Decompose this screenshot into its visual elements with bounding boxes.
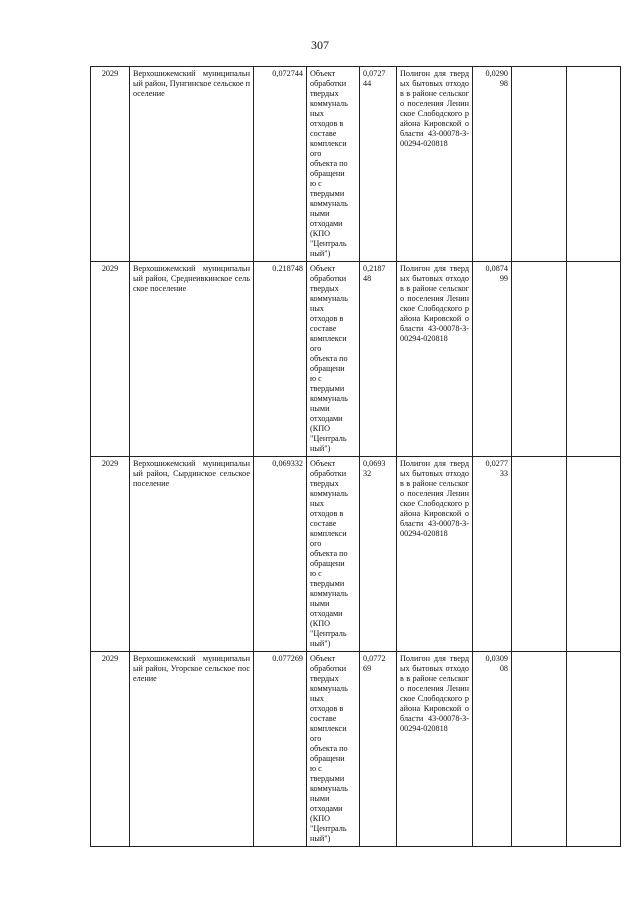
destination-cell: Полигон для твердых бытовых отходов в районе сельского поселения Ленинское Слободского района Кировской области 43-00078-З-00294-020818 xyxy=(397,652,473,847)
transfer-volume-cell: 0,0693 32 xyxy=(360,457,397,652)
empty-cell xyxy=(567,67,621,262)
disposal-volume-cell: 0,0309 08 xyxy=(473,652,512,847)
municipality-cell: Верхошижемский муниципальный район, Среднеивкинское сельское поселение xyxy=(130,262,254,457)
empty-cell xyxy=(512,262,567,457)
destination-cell: Полигон для твердых бытовых отходов в районе сельского поселения Ленинское Слободского района Кировской области 43-00078-З-00294-020818 xyxy=(397,67,473,262)
table-row xyxy=(91,457,621,652)
disposal-volume-cell: 0,0277 33 xyxy=(473,457,512,652)
year-cell: 2029 xyxy=(91,457,130,652)
page-number: 307 xyxy=(311,38,329,52)
facility-cell: Объект обработки твердых коммуналь ных отходов в составе комплекси ого объекта по обращени ю с твердыми коммуналь ными отходами (КПО "Централь ный") xyxy=(307,457,360,652)
empty-cell xyxy=(512,457,567,652)
year-cell: 2029 xyxy=(91,262,130,457)
municipality-cell: Верхошижемский муниципальный район, Сырдинское сельское поселение xyxy=(130,457,254,652)
municipality-cell: Верхошижемский муниципальный район, Пунгинское сельское поселение xyxy=(130,67,254,262)
transfer-volume-cell: 0,2187 48 xyxy=(360,262,397,457)
facility-cell: Объект обработки твердых коммуналь ных отходов в составе комплекси ого объекта по обращени ю с твердыми коммуналь ными отходами (КПО "Централь ный") xyxy=(307,67,360,262)
facility-cell: Объект обработки твердых коммуналь ных отходов в составе комплекси ого объекта по обращени ю с твердыми коммуналь ными отходами (КПО "Централь ный") xyxy=(307,262,360,457)
volume-cell: 0,069332 xyxy=(254,457,307,652)
waste-flow-table xyxy=(90,66,621,847)
transfer-volume-cell: 0,0772 69 xyxy=(360,652,397,847)
facility-cell: Объект обработки твердых коммуналь ных отходов в составе комплекси ого объекта по обращени ю с твердыми коммуналь ными отходами (КПО "Централь ный") xyxy=(307,652,360,847)
empty-cell xyxy=(567,652,621,847)
destination-cell: Полигон для твердых бытовых отходов в районе сельского поселения Ленинское Слободского района Кировской области 43-00078-З-00294-020818 xyxy=(397,262,473,457)
volume-cell: 0,072744 xyxy=(254,67,307,262)
empty-cell xyxy=(567,262,621,457)
volume-cell: 0.077269 xyxy=(254,652,307,847)
municipality-cell: Верхошижемский муниципальный район, Угорское сельское поселение xyxy=(130,652,254,847)
year-cell: 2029 xyxy=(91,67,130,262)
empty-cell xyxy=(567,457,621,652)
table-row xyxy=(91,67,621,262)
empty-cell xyxy=(512,67,567,262)
volume-cell: 0.218748 xyxy=(254,262,307,457)
destination-cell: Полигон для твердых бытовых отходов в районе сельского поселения Ленинское Слободского района Кировской области 43-00078-З-00294-020818 xyxy=(397,457,473,652)
transfer-volume-cell: 0,0727 44 xyxy=(360,67,397,262)
table-row xyxy=(91,262,621,457)
disposal-volume-cell: 0,0290 98 xyxy=(473,67,512,262)
year-cell: 2029 xyxy=(91,652,130,847)
disposal-volume-cell: 0,0874 99 xyxy=(473,262,512,457)
table-row xyxy=(91,652,621,847)
empty-cell xyxy=(512,652,567,847)
